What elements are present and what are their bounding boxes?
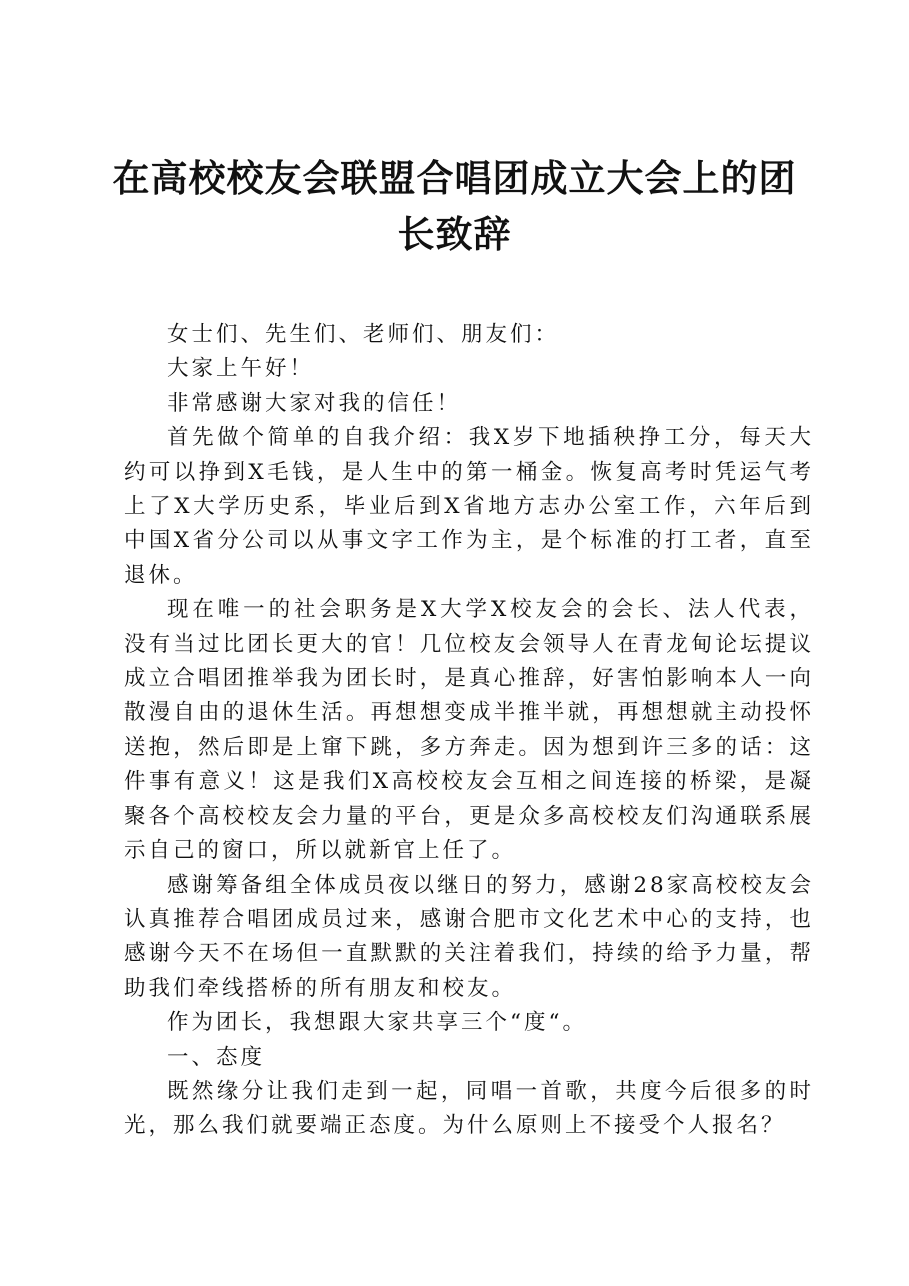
- document-title: 在高校校友会联盟合唱团成立大会上的团长致辞: [112, 156, 797, 256]
- paragraph-acknowledgements: 感谢筹备组全体成员夜以继日的努力，感谢28家高校校友会认真推荐合唱团成员过来，感谢合肥市文化艺术中心的支持，也感谢今天不在场但一直默默的关注着我们，持续的给予力量，帮助我们牵线搭桥的所有朋友和校友。: [124, 872, 814, 1001]
- paragraph-greeting: 大家上午好！: [167, 356, 315, 382]
- section-heading-attitude: 一、态度: [167, 1044, 266, 1070]
- paragraph-introduction: 首先做个简单的自我介绍：我X岁下地插秧挣工分，每天大约可以挣到X毛钱，是人生中的第一桶金。恢复高考时凭运气考上了X大学历史系，毕业后到X省地方志办公室工作，六年后到中国X省分公司以从事文字工作为主，是个标准的打工者，直至退休。: [124, 425, 814, 588]
- document-body: [124, 318, 814, 1144]
- paragraph-attitude: 既然缘分让我们走到一起，同唱一首歌，共度今后很多的时光，那么我们就要端正态度。为什么原则上不接受个人报名？: [124, 1078, 814, 1139]
- paragraph-current-role: 现在唯一的社会职务是X大学X校友会的会长、法人代表，没有当过比团长更大的官！几位校友会领导人在青龙甸论坛提议成立合唱团推举我为团长时，是真心推辞，好害怕影响本人一向散漫自由的退休生活。再想想变成半推半就，再想想就主动投怀送抱，然后即是上窜下跳，多方奔走。因为想到许三多的话：这件事有意义！这是我们X高校校友会互相之间连接的桥梁，是凝聚各个高校校友会力量的平台，更是众多高校校友们沟通联系展示自己的窗口，所以就新官上任了。: [124, 597, 814, 864]
- paragraph-thanks: 非常感谢大家对我的信任！: [167, 390, 462, 416]
- paragraph-three-degrees: 作为团长，我想跟大家共享三个“度“。: [167, 1010, 587, 1036]
- paragraph-salutation: 女士们、先生们、老师们、朋友们：: [167, 322, 560, 347]
